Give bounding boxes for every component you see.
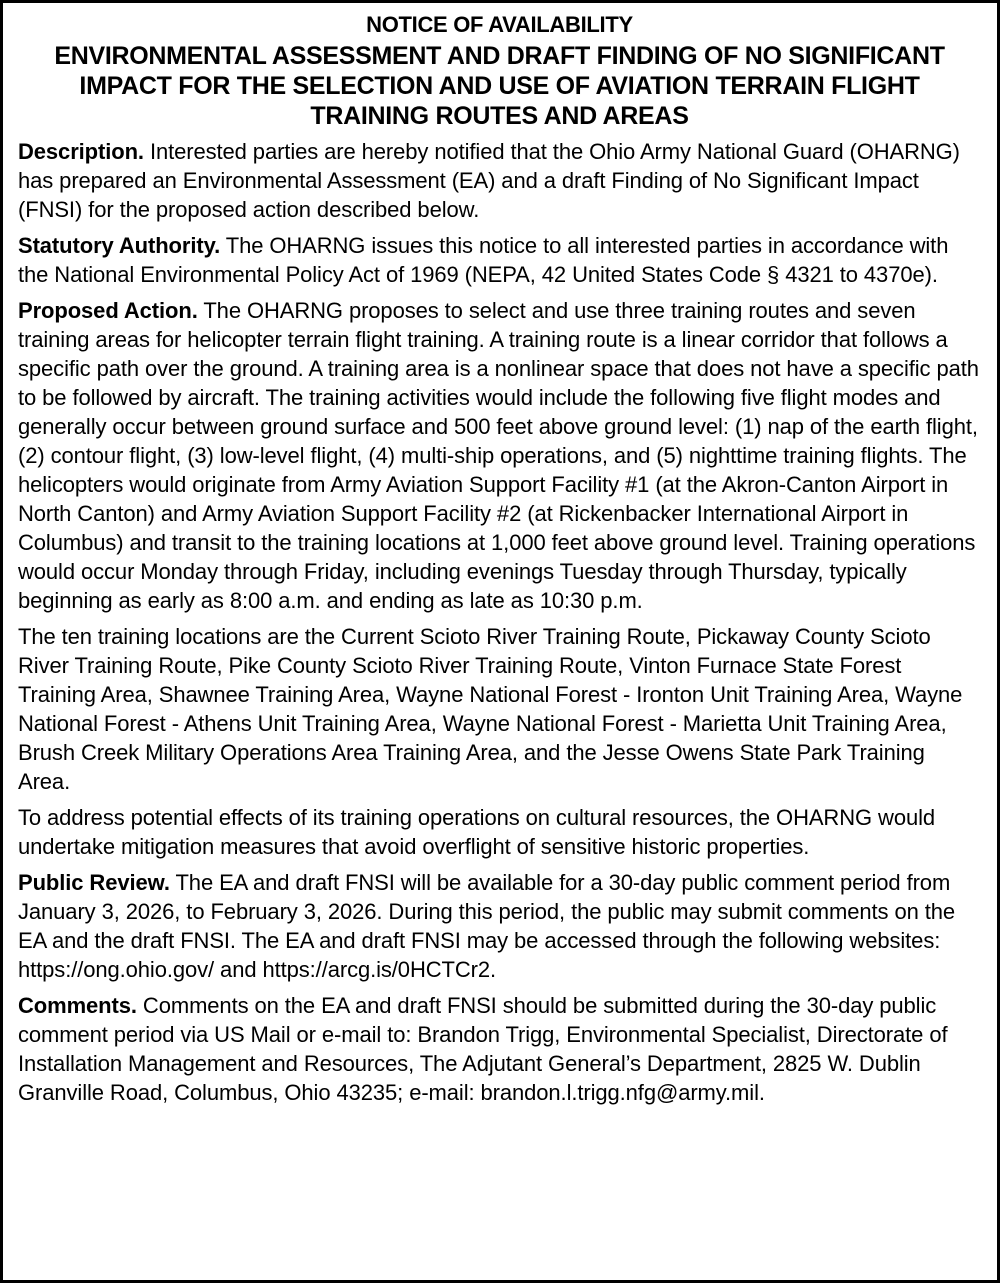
paragraph-text: Interested parties are hereby notified that the Ohio Army National Guard (OHARNG) has prepared an Environmental Assessment (EA) and a draft Finding of No Significant Impact (FNSI) for the proposed action described below. (18, 139, 960, 222)
paragraph-public-review (18, 868, 981, 984)
paragraph-description (18, 137, 981, 224)
notice-title: ENVIRONMENTAL ASSESSMENT AND DRAFT FINDING OF NO SIGNIFICANT IMPACT FOR THE SELECTION AND USE OF AVIATION TERRAIN FLIGHT TRAINING ROUTES AND AREAS (54, 42, 945, 130)
paragraph-training-locations (18, 622, 981, 796)
paragraph-text: The EA and draft FNSI will be available for a 30-day public comment period from January 3, 2026, to February 3, 2026. During this period, the public may submit comments on the EA and the draft FNSI. The EA and draft FNSI may be accessed through the following websites: https://ong.ohio.gov/ and https://arcg.is/0HCTCr2. (18, 870, 956, 982)
section-label-public-review: Public Review. (18, 870, 170, 895)
section-label-description: Description. (18, 139, 144, 164)
paragraph-text: The OHARNG proposes to select and use three training routes and seven training areas for helicopter terrain flight training. A training route is a linear corridor that follows a specific path over the ground. A training area is a nonlinear space that does not have a specific path to be followed by aircraft. The training activities would include the following five flight modes and generally occur between ground surface and 500 feet above ground level: (1) nap of the earth flight, (2) contour flight, (3) low-level flight, (4) multi-ship operations, and (5) nighttime training flights. The helicopters would originate from Army Aviation Support Facility #1 (at the Akron-Canton Airport in North Canton) and Army Aviation Support Facility #2 (at Rickenbacker International Airport in Columbus) and transit to the training locations at 1,000 feet above ground level. Training operations would occur Monday through Friday, including evenings Tuesday through Thursday, typically beginning as early as 8:00 a.m. and ending as late as 10:30 p.m. (18, 298, 979, 613)
section-label-comments: Comments. (18, 993, 137, 1018)
paragraph-comments (18, 991, 981, 1107)
section-label-proposed-action: Proposed Action. (18, 298, 198, 323)
paragraph-text: To address potential effects of its training operations on cultural resources, the OHARNG would undertake mitigation measures that avoid overflight of sensitive historic properties. (18, 805, 936, 859)
paragraph-text: Comments on the EA and draft FNSI should be submitted during the 30-day public comment period via US Mail or e-mail to: Brandon Trigg, Environmental Specialist, Directorate of Installation Management and Resources, The Adjutant General’s Department, 2825 W. Dublin Granville Road, Columbus, Ohio 43235; e-mail: brandon.l.trigg.nfg@army.mil. (18, 993, 948, 1105)
section-label-statutory-authority: Statutory Authority. (18, 233, 221, 258)
paragraph-cultural-resources (18, 803, 981, 861)
paragraph-text: The OHARNG issues this notice to all interested parties in accordance with the National Environmental Policy Act of 1969 (NEPA, 42 United States Code § 4321 to 4370e). (18, 233, 949, 287)
paragraph-statutory-authority (18, 231, 981, 289)
paragraph-proposed-action (18, 296, 981, 615)
notice-heading: NOTICE OF AVAILABILITY (366, 12, 633, 37)
paragraph-text: The ten training locations are the Current Scioto River Training Route, Pickaway County Scioto River Training Route, Pike County Scioto River Training Route, Vinton Furnace State Forest Training Area, Shawnee Training Area, Wayne National Forest - Ironton Unit Training Area, Wayne National Forest - Athens Unit Training Area, Wayne National Forest - Marietta Unit Training Area, Brush Creek Military Operations Area Training Area, and the Jesse Owens State Park Training Area. (18, 624, 963, 794)
